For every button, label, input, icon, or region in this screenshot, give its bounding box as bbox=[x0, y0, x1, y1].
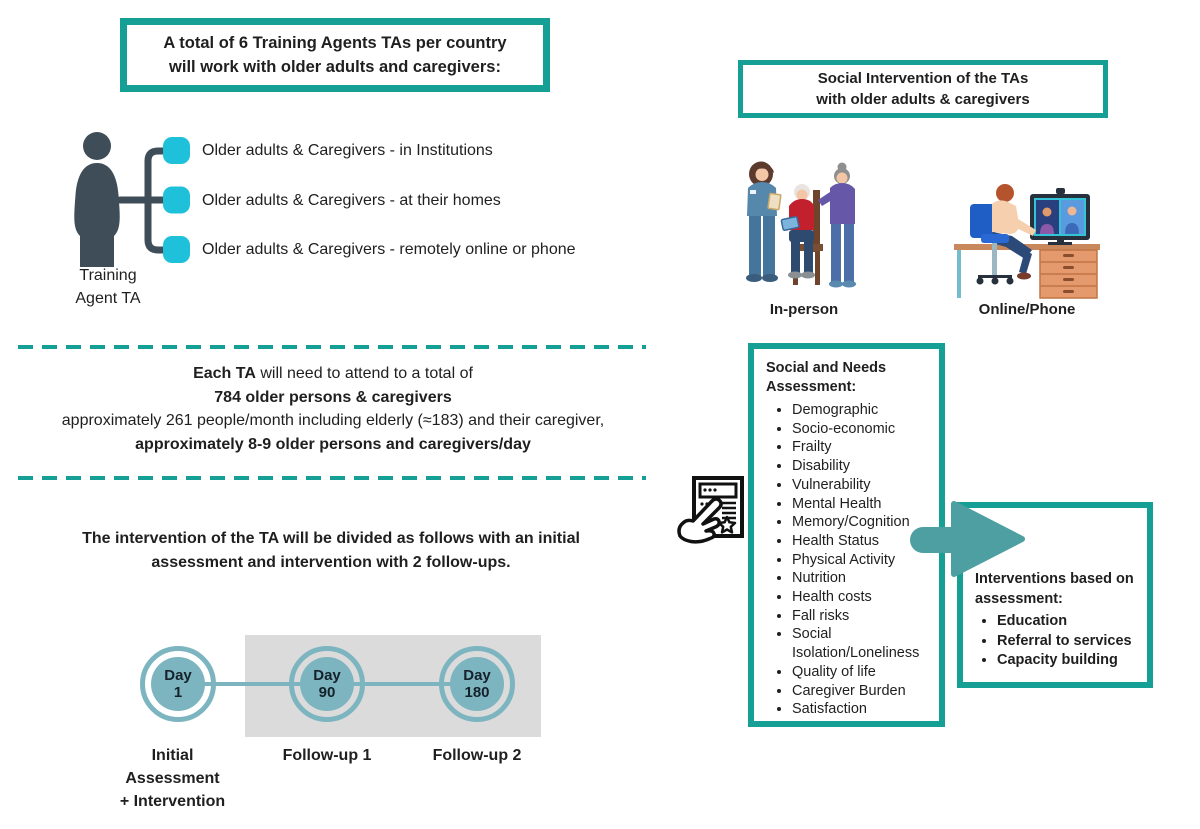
workload-line4: approximately 8-9 older persons and caregivers/day bbox=[135, 435, 531, 453]
left-title-line1: A total of 6 Training Agents TAs per country bbox=[163, 34, 507, 52]
workload-line3: approximately 261 people/month including elderly (≈183) and their caregiver, bbox=[61, 412, 605, 429]
dashed-divider-top bbox=[18, 345, 646, 349]
bracket-connector bbox=[120, 151, 163, 250]
day180-value: 180 bbox=[464, 684, 490, 701]
intervention-intro-line2: assessment and intervention with 2 follow-ups. bbox=[151, 553, 511, 571]
hand-pointing-checklist-icon bbox=[676, 474, 746, 558]
day1-value: 1 bbox=[173, 684, 183, 701]
right-title-line2: with older adults & caregivers bbox=[816, 91, 1030, 108]
timeline-circle-day180 bbox=[439, 646, 515, 722]
assessment-item: • Memory/Cognition bbox=[792, 513, 933, 532]
milestone-label-initial bbox=[95, 744, 250, 813]
assessment-item: • Fall risks bbox=[792, 607, 933, 626]
mode-label-in-person: In-person bbox=[769, 301, 839, 318]
assessment-item: • Demographic bbox=[792, 401, 933, 420]
assessment-item: • Disability bbox=[792, 457, 933, 476]
assessment-item: • Satisfaction bbox=[792, 700, 933, 719]
assessment-item: • Quality of life bbox=[792, 663, 933, 682]
milestone-initial-line2: Assessment bbox=[125, 770, 220, 787]
assessment-item: • Social Isolation/Loneliness bbox=[792, 625, 933, 662]
category-chips bbox=[163, 137, 190, 263]
interventions-title-line1: Interventions based on bbox=[975, 571, 1134, 587]
assessment-item: • Physical Activity bbox=[792, 551, 933, 570]
training-agent-diagram bbox=[62, 125, 202, 273]
desk-computer-illustration bbox=[948, 180, 1106, 300]
timeline-circle-day1 bbox=[140, 646, 216, 722]
timeline-circle-day90 bbox=[289, 646, 365, 722]
day180-word: Day bbox=[463, 667, 491, 684]
intervention-intro bbox=[30, 527, 632, 574]
workload-line1-rest: will need to attend to a total of bbox=[255, 365, 473, 382]
left-title-line2: will work with older adults and caregivers: bbox=[169, 58, 501, 76]
dashed-divider-bottom bbox=[18, 476, 646, 480]
assessment-item: • Caregiver Burden bbox=[792, 682, 933, 701]
timeline-circle-day90-inner bbox=[300, 657, 354, 711]
assessment-item: • Socio-economic bbox=[792, 420, 933, 439]
assessment-item: • Health Status bbox=[792, 532, 933, 551]
timeline-circle-day180-inner bbox=[450, 657, 504, 711]
milestone-label-followup2: Follow-up 2 bbox=[432, 747, 522, 764]
milestone-initial-line3: + Intervention bbox=[119, 793, 226, 810]
interventions-title-line2: assessment: bbox=[975, 590, 1063, 607]
day1-word: Day bbox=[164, 667, 192, 684]
assessment-title-line1: Social and Needs bbox=[766, 360, 887, 376]
mode-label-online-phone: Online/Phone bbox=[978, 301, 1076, 318]
training-agent-label-line2: Agent TA bbox=[75, 290, 141, 307]
intervention-intro-line1: The intervention of the TA will be divided as follows with an initial bbox=[82, 530, 580, 547]
day90-word: Day bbox=[313, 667, 341, 684]
assessment-title-line2: Assessment: bbox=[766, 379, 857, 395]
right-arrow-icon bbox=[908, 500, 1028, 578]
timeline-circle-day1-inner bbox=[151, 657, 205, 711]
training-agent-label-line1: Training bbox=[79, 267, 137, 284]
training-agent-label bbox=[55, 264, 161, 310]
right-title-box bbox=[738, 60, 1108, 118]
workload-line2: 784 older persons & caregivers bbox=[214, 388, 452, 406]
milestone-label-followup1: Follow-up 1 bbox=[282, 747, 372, 764]
intervention-item: • Education bbox=[997, 612, 1141, 632]
intervention-item: • Capacity building bbox=[997, 651, 1141, 671]
workload-line1-bold: Each TA bbox=[193, 365, 256, 382]
person-silhouette-icon bbox=[74, 132, 119, 267]
milestone-initial-line1: Initial bbox=[151, 747, 194, 764]
ta-item-homes: Older adults & Caregivers - at their homes bbox=[202, 192, 501, 209]
workload-text bbox=[20, 362, 646, 456]
intervention-item: • Referral to services bbox=[997, 632, 1141, 652]
ta-item-institutions: Older adults & Caregivers - in Institutions bbox=[202, 142, 493, 159]
interventions-list bbox=[975, 612, 1141, 671]
workload-line1 bbox=[20, 362, 646, 386]
day90-value: 90 bbox=[318, 684, 336, 701]
left-title-box bbox=[120, 18, 550, 92]
assessment-item: • Health costs bbox=[792, 588, 933, 607]
assessment-item: • Frailty bbox=[792, 438, 933, 457]
assessment-item: • Vulnerability bbox=[792, 476, 933, 495]
right-title-line1: Social Intervention of the TAs bbox=[817, 70, 1029, 87]
in-person-people-illustration bbox=[740, 156, 868, 298]
assessment-item: • Nutrition bbox=[792, 569, 933, 588]
ta-item-remote: Older adults & Caregivers - remotely online or phone bbox=[202, 241, 576, 258]
assessment-item: • Mental Health bbox=[792, 495, 933, 514]
